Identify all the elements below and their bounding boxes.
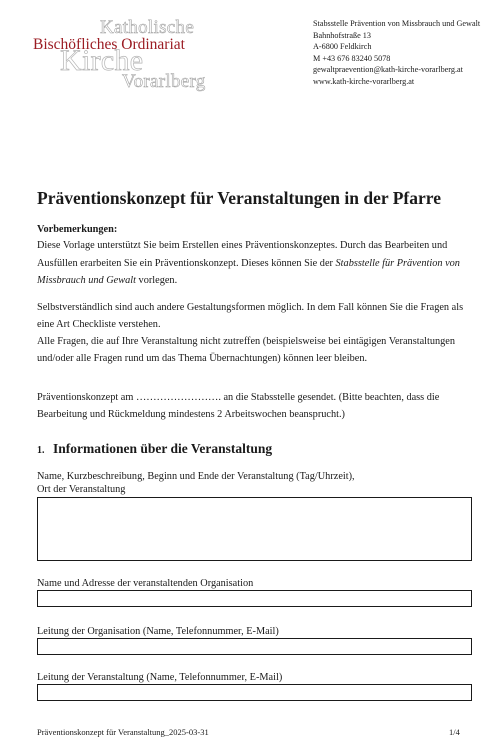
field-event-label-line1: Name, Kurzbeschreibung, Beginn und Ende der Veranstaltung (Tag/Uhrzeit), — [37, 471, 355, 482]
intro-p1-end: vorlegen. — [135, 275, 178, 286]
contact-org: Stabsstelle Prävention von Missbrauch und Gewalt — [313, 19, 481, 28]
page-title: Präventionskonzept für Veranstaltungen in der Pfarre — [37, 188, 441, 208]
section-1-title: Informationen über die Veranstaltung — [53, 441, 273, 456]
contact-phone: M +43 676 83240 5078 — [313, 53, 391, 63]
field-event-label — [37, 470, 355, 496]
field-org-lead-label: Leitung der Organisation (Name, Telefonnummer, E-Mail) — [37, 626, 279, 637]
contact-street: Bahnhofstraße 13 — [313, 30, 371, 40]
contact-city: A-6800 Feldkirch — [313, 42, 372, 52]
contact-website[interactable]: www.kath-kirche-vorarlberg.at — [313, 76, 415, 86]
logo-word-kirche: Kirche — [60, 44, 144, 77]
diocese-logo — [30, 12, 250, 92]
intro-paragraph-3: Alle Fragen, die auf Ihre Veranstaltung nicht zutreffen (beispielsweise bei eintägigen Veranstaltungen und/oder alle Fragen rund um das Thema Übernachtungen) können leer bleiben. — [37, 336, 456, 364]
logo-word-vorarlberg: Vorarlberg — [122, 71, 206, 92]
field-event-label-line2: Ort der Veranstaltung — [37, 484, 126, 495]
event-lead-field[interactable] — [37, 684, 472, 701]
intro-paragraph-1 — [37, 237, 467, 290]
event-info-field[interactable] — [37, 497, 472, 561]
contact-email[interactable]: gewaltpraevention@kath-kirche-vorarlberg.at — [313, 65, 463, 75]
footer-page-number: 1/4 — [449, 727, 460, 737]
section-1-number: 1. — [37, 445, 45, 456]
intro-paragraph-2: Selbstverständlich sind auch andere Gestaltungsformen möglich. In dem Fall können Sie die Fragen als eine Art Checkliste verstehen. — [37, 302, 464, 330]
contact-block — [313, 18, 480, 88]
intro-p1-text: Diese Vorlage unterstützt Sie beim Erstellen eines Präventionskonzeptes. Durch das Bearbeiten und Ausfüllen erarbeiten Sie ein Präventionskonzept. Dieses können Sie der — [37, 240, 448, 269]
logo-ordinariat: Bischöfliches Ordinariat — [33, 36, 185, 53]
intro-heading: Vorbemerkungen: — [37, 224, 118, 235]
footer-document-name: Präventionskonzept für Veranstaltung_2025-03-31 — [37, 727, 209, 737]
section-1-heading — [37, 441, 272, 457]
intro-paragraph-4: Präventionskonzept am ……………………. an die Stabsstelle gesendet. (Bitte beachten, dass die Bearbeitung und Rückmeldung mindestens 2 Arbeitswochen beansprucht.) — [37, 392, 440, 420]
logo-word-katholische: Katholische — [100, 17, 195, 38]
org-lead-field[interactable] — [37, 638, 472, 655]
field-event-lead-label: Leitung der Veranstaltung (Name, Telefonnummer, E-Mail) — [37, 672, 283, 683]
field-organisation-label: Name und Adresse der veranstaltenden Organisation — [37, 578, 254, 589]
organisation-field[interactable] — [37, 590, 472, 607]
intro-p1-italic: Stabsstelle für Prävention von Missbrauch und Gewalt — [37, 257, 460, 286]
